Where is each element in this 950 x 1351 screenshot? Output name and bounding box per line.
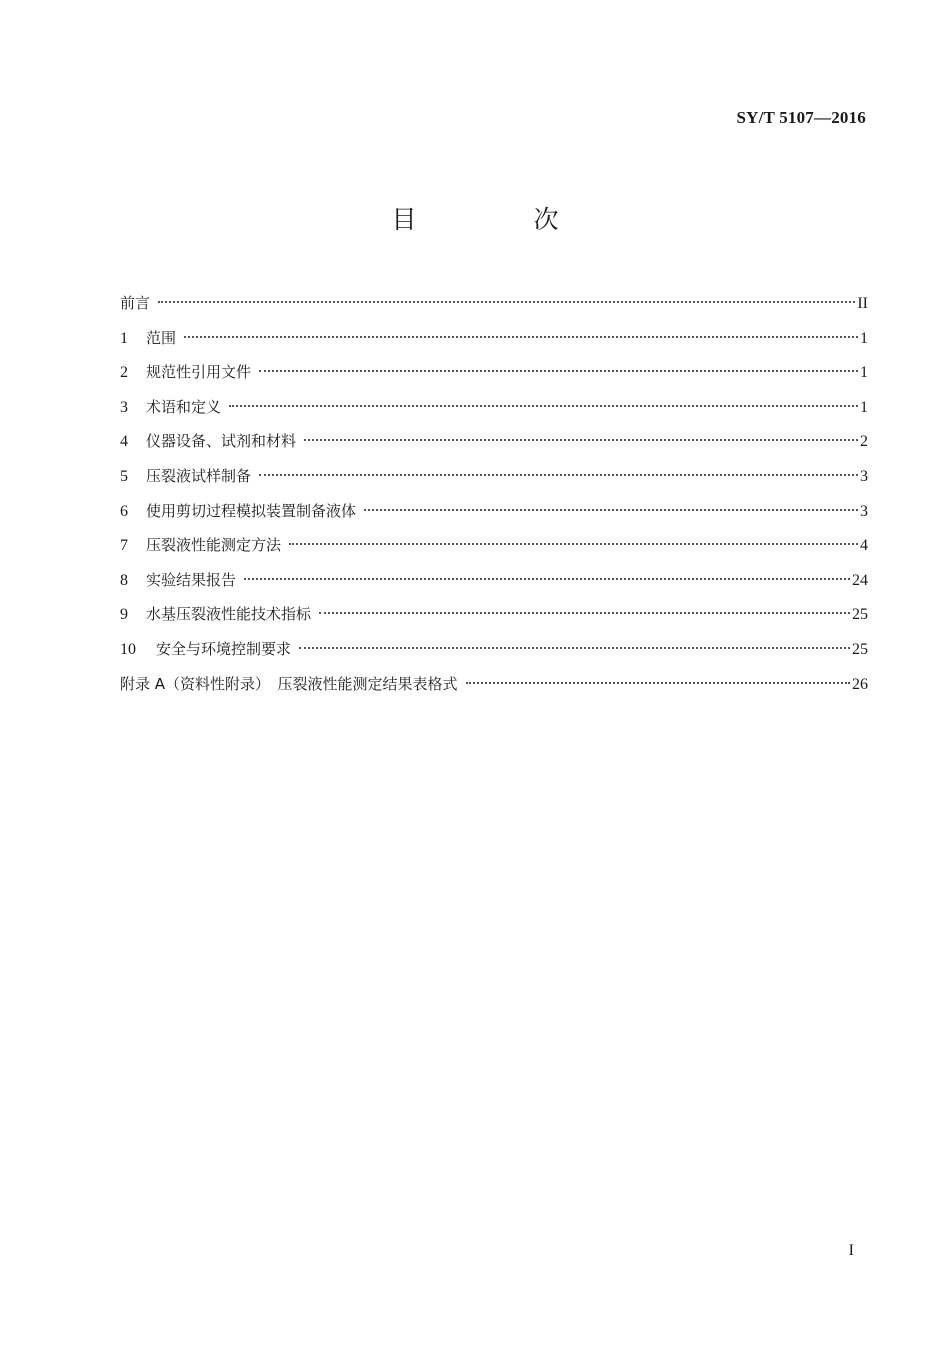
toc-entry-page: 1: [860, 364, 868, 382]
toc-entry-page: 3: [860, 467, 868, 485]
table-of-contents: [120, 289, 868, 704]
toc-entry-text: 安全与环境控制要求: [156, 639, 292, 658]
toc-entry-2[interactable]: [120, 358, 868, 393]
toc-entry-number: 3: [120, 398, 128, 416]
toc-entry-page: 26: [852, 675, 868, 693]
toc-entry-text: 前言: [120, 294, 151, 312]
dot-leader: [466, 682, 850, 684]
toc-entry-text: 水基压裂液性能技术指标: [146, 605, 312, 624]
page-title: 目 次: [391, 205, 605, 234]
toc-entry-text: 仪器设备、试剂和材料: [146, 432, 297, 451]
dot-leader: [158, 301, 855, 303]
page-number: I: [848, 1242, 854, 1259]
toc-entry-text: 术语和定义: [146, 397, 222, 416]
toc-entry-preface[interactable]: [120, 289, 868, 324]
dot-leader: [259, 370, 858, 372]
toc-entry-text: 附录 A（资料性附录） 压裂液性能测定结果表格式: [120, 674, 458, 693]
toc-entry-5[interactable]: [120, 462, 868, 497]
toc-entry-number: 4: [120, 433, 128, 451]
toc-entry-page: 25: [852, 640, 868, 658]
dot-leader: [229, 405, 858, 407]
toc-entry-text: 实验结果报告: [146, 570, 237, 589]
toc-entry-appendix-a[interactable]: [120, 670, 868, 705]
toc-entry-10[interactable]: [120, 635, 868, 670]
toc-entry-page: II: [857, 295, 868, 312]
toc-entry-page: 3: [860, 502, 868, 520]
toc-entry-number: 2: [120, 364, 128, 382]
toc-entry-number: 10: [120, 640, 136, 658]
dot-leader: [319, 612, 850, 614]
dot-leader: [299, 647, 850, 649]
toc-entry-3[interactable]: [120, 393, 868, 428]
toc-entry-8[interactable]: [120, 566, 868, 601]
standard-code: SY/T 5107—2016: [736, 108, 866, 127]
toc-entry-text: 范围: [146, 328, 177, 347]
toc-entry-number: 6: [120, 502, 128, 520]
toc-entry-page: 4: [860, 537, 868, 555]
toc-entry-text: 规范性引用文件: [146, 363, 252, 382]
toc-entry-text: 使用剪切过程模拟装置制备液体: [146, 501, 357, 520]
toc-entry-number: 5: [120, 467, 128, 485]
dot-leader: [304, 439, 858, 441]
dot-leader: [289, 543, 858, 545]
toc-entry-9[interactable]: [120, 600, 868, 635]
toc-entry-4[interactable]: [120, 427, 868, 462]
toc-entry-7[interactable]: [120, 531, 868, 566]
dot-leader: [364, 509, 858, 511]
toc-entry-page: 2: [860, 433, 868, 451]
toc-entry-page: 1: [860, 329, 868, 347]
dot-leader: [259, 474, 858, 476]
toc-entry-number: 8: [120, 571, 128, 589]
toc-entry-number: 9: [120, 606, 128, 624]
toc-entry-number: 1: [120, 329, 128, 347]
toc-entry-text: 压裂液性能测定方法: [146, 536, 282, 555]
toc-entry-page: 1: [860, 398, 868, 416]
dot-leader: [184, 336, 858, 338]
toc-entry-page: 25: [852, 606, 868, 624]
toc-entry-6[interactable]: [120, 497, 868, 532]
toc-entry-text: 压裂液试样制备: [146, 466, 252, 485]
toc-entry-number: 7: [120, 537, 128, 555]
dot-leader: [244, 578, 850, 580]
toc-entry-page: 24: [852, 571, 868, 589]
toc-entry-1[interactable]: [120, 324, 868, 359]
